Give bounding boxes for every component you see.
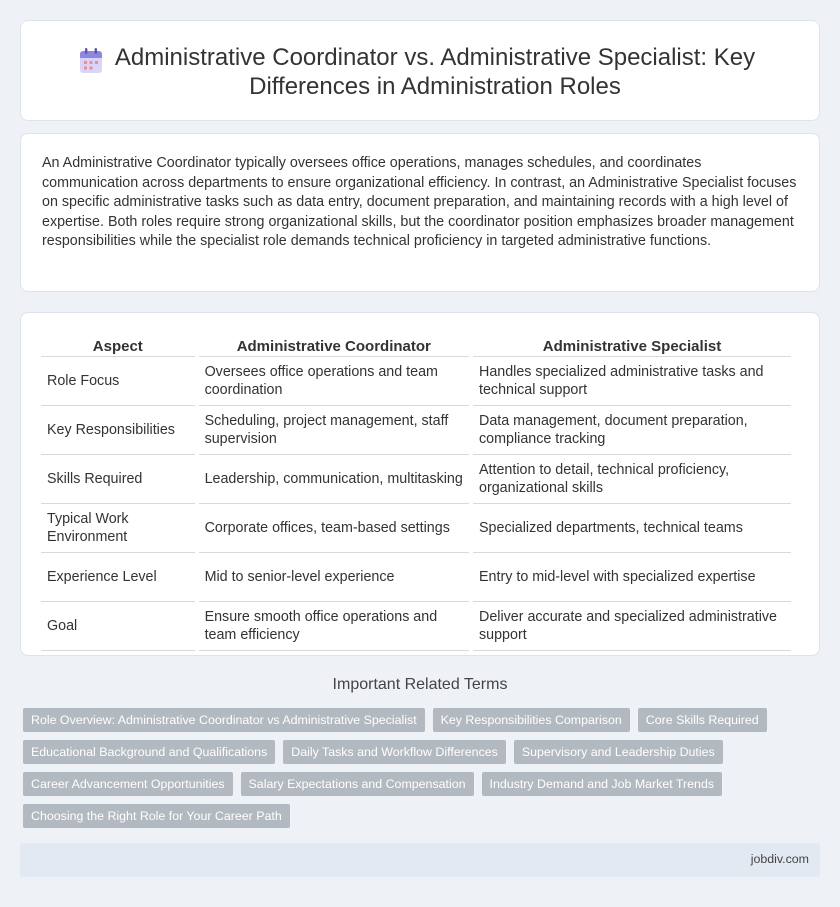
table-cell: Key Responsibilities — [41, 406, 195, 455]
table-cell: Ensure smooth office operations and team efficiency — [199, 602, 469, 651]
table-cell: Experience Level — [41, 553, 195, 602]
comparison-table — [37, 335, 795, 651]
footer-site-link[interactable]: jobdiv.com — [750, 852, 809, 866]
table-cell: Attention to detail, technical proficiency, organizational skills — [473, 455, 791, 504]
related-terms-title: Important Related Terms — [332, 676, 508, 693]
related-term-tag[interactable]: Choosing the Right Role for Your Career Path — [23, 804, 290, 828]
table-cell: Goal — [41, 602, 195, 651]
page-title: Administrative Coordinator vs. Administrative Specialist: Key Differences in Administration Roles — [114, 44, 756, 100]
intro-card — [20, 133, 820, 292]
related-term-tag[interactable]: Salary Expectations and Compensation — [241, 772, 474, 796]
table-cell: Data management, document preparation, compliance tracking — [473, 406, 791, 455]
table-cell: Role Focus — [41, 357, 195, 406]
calendar-icon — [79, 47, 103, 75]
table-row — [41, 357, 791, 406]
table-cell: Scheduling, project management, staff supervision — [199, 406, 469, 455]
column-header: Administrative Coordinator — [199, 335, 469, 357]
table-row — [41, 406, 791, 455]
column-header: Administrative Specialist — [473, 335, 791, 357]
header — [21, 43, 819, 101]
table-row — [41, 553, 791, 602]
intro-paragraph: An Administrative Coordinator typically oversees office operations, manages schedules, and coordinates communication across departments to ensure organizational efficiency. In contrast, an Administrative Specialist focuses on specific administrative tasks such as data entry, document preparation, and maintaining records with a high level of expertise. Both roles require strong organizational skills, but the coordinator position emphasizes broader management responsibilities while the specialist role demands technical proficiency in targeted administrative functions. — [42, 155, 797, 250]
table-cell: Leadership, communication, multitasking — [199, 455, 469, 504]
table-row — [41, 455, 791, 504]
table-row — [41, 602, 791, 651]
table-cell: Skills Required — [41, 455, 195, 504]
related-term-tag[interactable]: Role Overview: Administrative Coordinator vs Administrative Specialist — [23, 708, 425, 732]
table-cell: Specialized departments, technical teams — [473, 504, 791, 553]
table-header-row — [41, 335, 791, 357]
table-cell: Deliver accurate and specialized administrative support — [473, 602, 791, 651]
table-cell: Entry to mid-level with specialized expertise — [473, 553, 791, 602]
related-term-tag[interactable]: Key Responsibilities Comparison — [433, 708, 630, 732]
related-term-tag[interactable]: Daily Tasks and Workflow Differences — [283, 740, 506, 764]
table-row — [41, 504, 791, 553]
header-card — [20, 20, 820, 121]
related-term-tag[interactable]: Career Advancement Opportunities — [23, 772, 233, 796]
comparison-card — [20, 312, 820, 656]
table-cell: Oversees office operations and team coordination — [199, 357, 469, 406]
related-term-tag[interactable]: Educational Background and Qualifications — [23, 740, 275, 764]
footer — [20, 843, 820, 877]
table-cell: Typical Work Environment — [41, 504, 195, 553]
related-term-tag[interactable]: Core Skills Required — [638, 708, 767, 732]
related-term-tag[interactable]: Industry Demand and Job Market Trends — [482, 772, 723, 796]
column-header: Aspect — [41, 335, 195, 357]
related-terms-tags — [23, 708, 783, 828]
related-term-tag[interactable]: Supervisory and Leadership Duties — [514, 740, 723, 764]
table-cell: Handles specialized administrative tasks and technical support — [473, 357, 791, 406]
table-cell: Mid to senior-level experience — [199, 553, 469, 602]
table-cell: Corporate offices, team-based settings — [199, 504, 469, 553]
